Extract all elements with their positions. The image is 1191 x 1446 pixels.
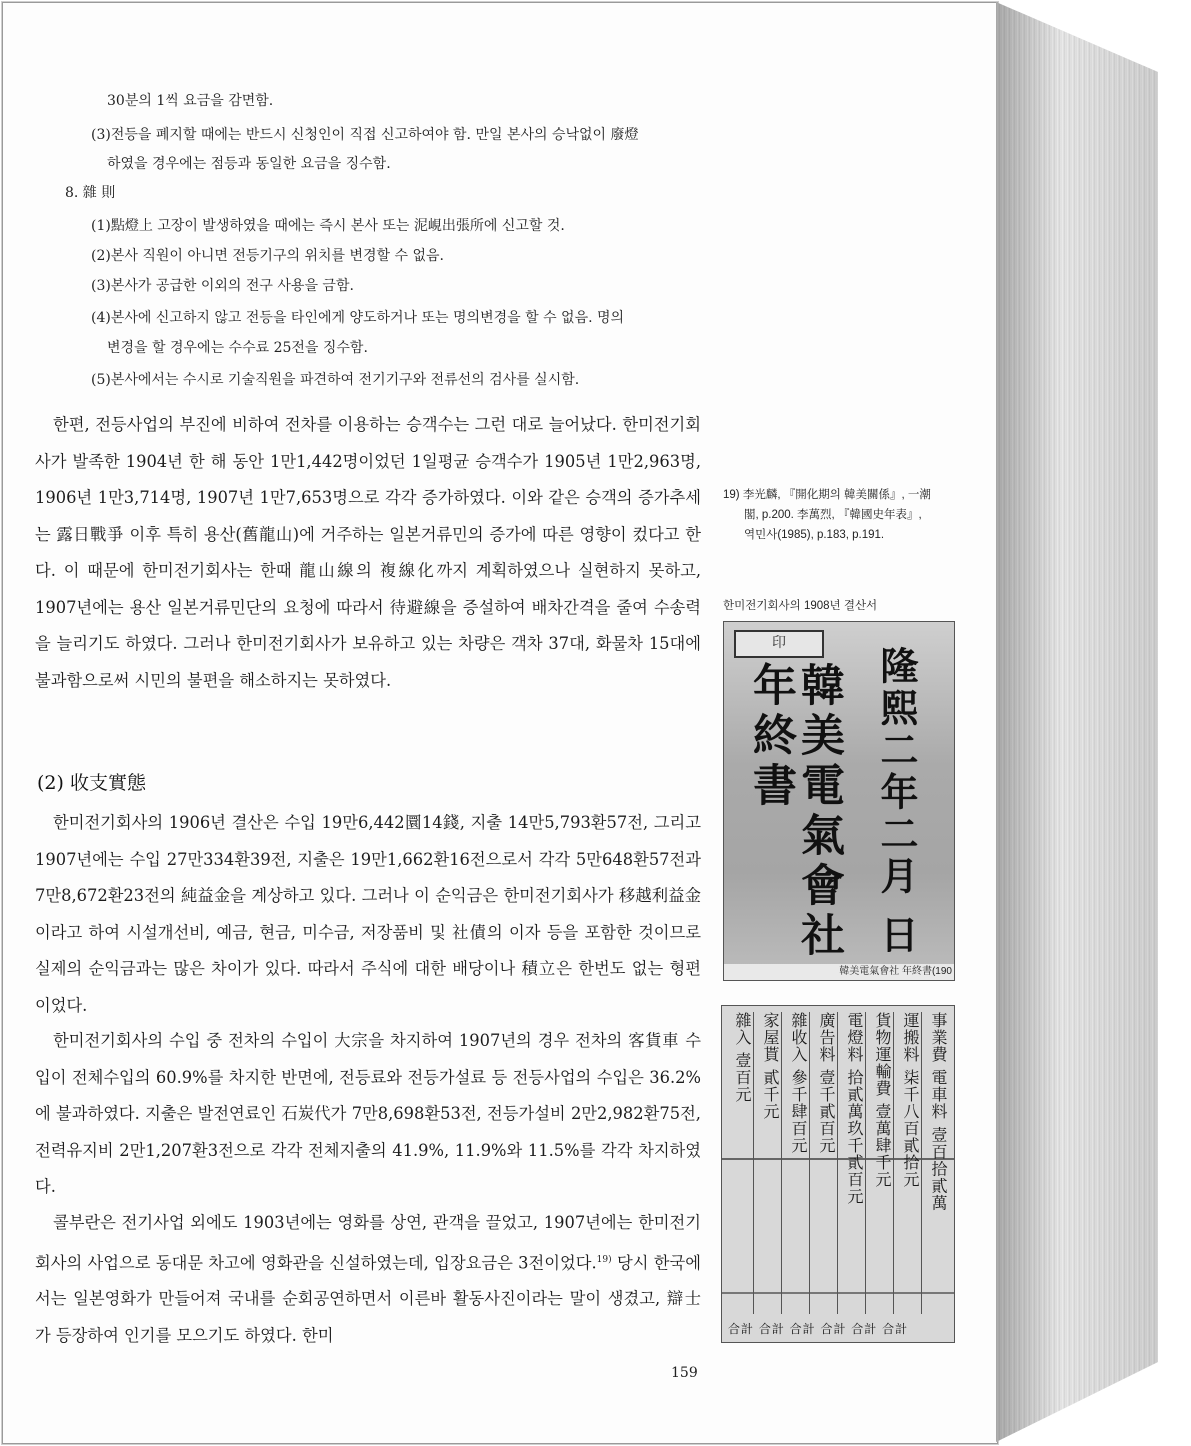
rule-item3-line1: (3)전등을 폐지할 때에는 반드시 신청인이 직접 신고하여야 함. 만일 본사의 승낙없이 廢燈	[91, 127, 639, 143]
ledger-column: 電燈料 拾貳萬玖千貳百元	[845, 1012, 864, 1206]
ledger-column: 雜入 壹百元	[733, 1012, 752, 1104]
paragraph-settlement: 한미전기회사의 1906년 결산은 수입 19만6,442圜14錢, 지출 14만5,793환57전, 그리고 1907년에는 수입 27만334환39전, 지출은 19만1,662환16전으로서 각각 5만648환57전과 7만8,672환23전의 純益金을 계상하고 있다. 그러나 이 순익금은 한미전기회사가 移越利益金이라고 하여 시설개선비, 예금, 현금, 미수금, 저장품비 및 社債의 이자 등을 포함한 것이므로 실제의 순익금과는 많은 차이가 있다. 따라서 주식에 대한 배당이나 積立은 한번도 없는 형편이었다.	[35, 813, 701, 1015]
ledger-footer-row: 合計 合計 合計 合計 合計 合計	[728, 1322, 909, 1336]
misc-rule-4-line2: 변경을 할 경우에는 수수료 25전을 징수함.	[107, 340, 368, 356]
settlement-ledger-photo	[721, 1005, 955, 1343]
book-page-edges	[996, 2, 1158, 1442]
misc-rule-5: (5)본사에서는 수시로 기술직원을 파견하여 전기기구와 전류선의 검사를 실시함.	[91, 372, 580, 388]
book-page	[2, 2, 998, 1444]
page-number: 159	[671, 1365, 698, 1381]
section-8-heading: 8. 雜 則	[65, 185, 116, 201]
figure-caption: 한미전기회사의 1908년 결산서	[723, 600, 878, 612]
ledger-column: 雜收入 參千肆百元	[789, 1012, 808, 1155]
document-date-vertical: 隆熙二年二月 日	[874, 646, 919, 958]
document-label-strip: 韓美電氣會社 年終書(190	[724, 964, 954, 980]
paragraph-cinema-part1: 콜부란은 전기사업 외에도 1903년에는 영화를 상연, 관객을 끌었고, 1907년에는 한미전기회사의 사업으로 동대문 차고에 영화관을 신설하였는데, 입장요금은 3전이었다.	[35, 1213, 701, 1272]
footnote-line-2: 閣, p.200. 李萬烈, 『韓國史年表』,	[744, 509, 922, 521]
misc-rule-4-line1: (4)본사에 신고하지 않고 전등을 타인에게 양도하거나 또는 명의변경을 할 수 없음. 명의	[91, 310, 625, 326]
rule-line-30min: 30분의 1씩 요금을 감면함.	[107, 93, 274, 109]
paragraph-income-share: 한미전기회사의 수입 중 전차의 수입이 大宗을 차지하여 1907년의 경우 전차의 客貨車 수입이 전체수입의 60.9%를 차지한 반면에, 전등료와 전등가설료 등 전등사업의 수입은 36.2%에 불과하였다. 지출은 발전연료인 石炭代가 7만8,698환53전, 전등가설비 2만2,982환75전, 전력유지비 2만1,207환3전으로 각각 전체지출의 41.9%, 11.9%와 11.5%를 각각 차지하였다.	[35, 1031, 701, 1196]
paragraph-cinema	[35, 1205, 701, 1354]
ledger-column: 運搬料 柒千八百貳拾元	[901, 1012, 920, 1189]
footnote-marker-19: 19)	[596, 1254, 612, 1265]
misc-rule-3: (3)본사가 공급한 이외의 전구 사용을 금함.	[91, 278, 354, 294]
document-title-vertical: 韓美電氣會社年終書	[745, 662, 844, 962]
misc-rule-2: (2)본사 직원이 아니면 전등기구의 위치를 변경할 수 없음.	[91, 248, 444, 264]
footnote-line-3: 역민사(1985), p.183, p.191.	[744, 529, 885, 541]
paragraph-passengers: 한편, 전등사업의 부진에 비하여 전차를 이용하는 승객수는 그런 대로 늘어났다. 한미전기회사가 발족한 1904년 한 해 동안 1만1,442명이었던 1일평균 승객수가 1905년 1만2,963명, 1906년 1만3,714명, 1907년 1만7,653명으로 각각 증가하였다. 이와 같은 승객의 증가추세는 露日戰爭 이후 특히 용산(舊龍山)에 거주하는 일본거류민의 증가에 따른 영향이 컸다고 한다. 이 때문에 한미전기회사는 한때 龍山線의 複線化까지 계획하였으나 실현하지 못하고, 1907년에는 용산 일본거류민단의 요청에 따라서 待避線을 증설하여 배차간격을 줄여 수송력을 늘리기도 하였다. 그러나 한미전기회사가 보유하고 있는 차량은 객차 37대, 화물차 15대에 불과함으로써 시민의 불편을 해소하지는 못하였다.	[35, 415, 701, 690]
ledger-column: 廣告料 壹千貳百元	[817, 1012, 836, 1155]
settlement-document-cover-photo	[723, 621, 955, 981]
misc-rule-1: (1)點燈上 고장이 발생하였을 때에는 즉시 본사 또는 泥峴出張所에 신고할 것.	[91, 218, 565, 234]
section-heading-revenue: (2) 收支實態	[37, 772, 146, 794]
footnote-19	[723, 485, 993, 545]
ledger-column: 貨物運輸費 壹萬肆千元	[873, 1012, 892, 1189]
paragraph-cinema-part2: 당시 한국에서는 일본영화가 만들어져 국내를 순회공연하면서 이른바 활동사진이라는 말이 생겼고, 辯士가 등장하여 인기를 모으기도 하였다. 한미	[35, 1252, 701, 1345]
ledger-column: 家屋貰 貳千元	[761, 1012, 780, 1121]
rule-item3-line2: 하였을 경우에는 점등과 동일한 요금을 징수함.	[107, 156, 391, 172]
seal-stamp: 印	[734, 630, 824, 658]
ledger-column: 事業費 電車料 壹百拾貳萬	[929, 1012, 948, 1212]
footnote-line-1: 19) 李光麟, 『開化期의 韓美關係』, 一潮	[723, 489, 931, 501]
